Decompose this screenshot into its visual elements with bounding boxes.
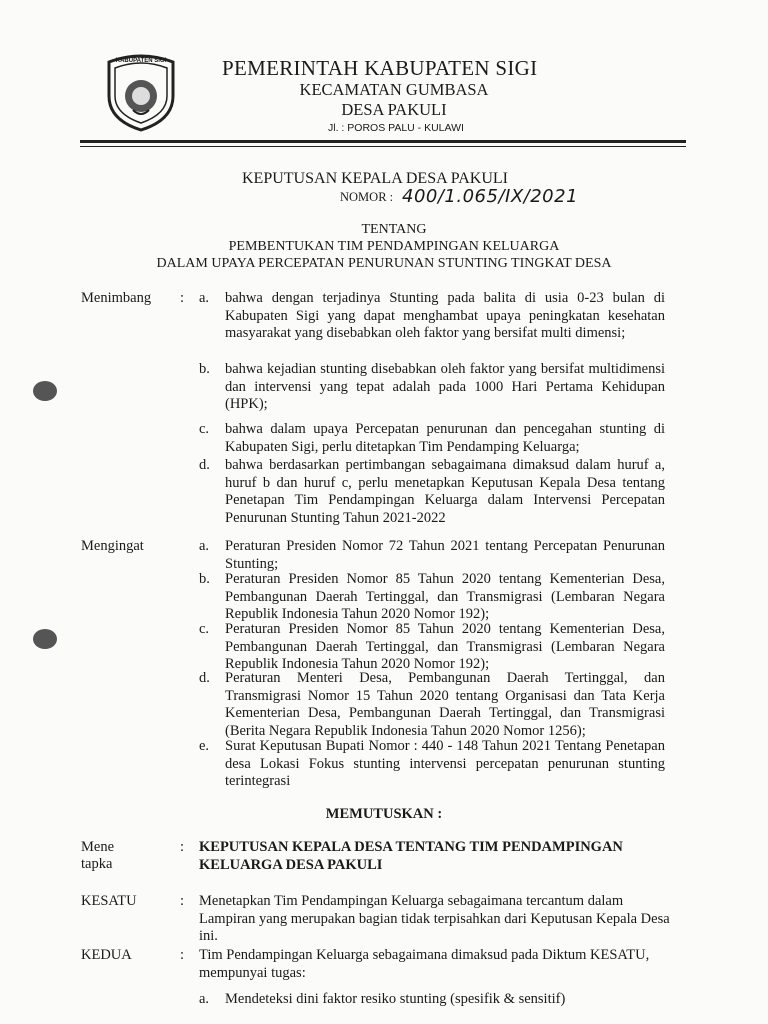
mengingat-item-c: Peraturan Presiden Nomor 85 Tahun 2020 tentang Kementerian Desa, Pembangunan Daerah Tertinggal, dan Transmigrasi (Lembaran Negara Republik Indonesia Tahun 2020 Nomor 192); [225, 621, 665, 672]
kedua-letter-a: a. [199, 991, 210, 1007]
logo-text: KABUPATEN SIGI [115, 58, 167, 64]
menetapkan-label-1: Mene [81, 839, 115, 855]
menimbang-letter-d: d. [199, 457, 210, 473]
memutuskan-heading: MEMUTUSKAN : [325, 806, 443, 822]
mengingat-letter-b: b. [199, 571, 210, 587]
letterhead-kecamatan: KECAMATAN GUMBASA [299, 80, 489, 99]
mengingat-letter-d: d. [199, 670, 210, 686]
menimbang-colon: : [180, 290, 185, 306]
menimbang-label: Menimbang [81, 290, 152, 306]
kesatu-colon: : [180, 893, 185, 909]
mengingat-label: Mengingat [81, 538, 144, 554]
menimbang-letter-c: c. [199, 421, 210, 437]
kedua-colon: : [180, 947, 185, 963]
mengingat-item-d: Peraturan Menteri Desa, Pembangunan Daerah Tertinggal, dan Transmigrasi Nomor 15 Tahun 2020 tentang Organisasi dan Tata Kerja Kementerian Desa, Pembangunan Daerah Tertinggal, dan Transmigrasi (Berita Negara Republik Indonesia Tahun 2020 Nomor 1256); [225, 670, 665, 739]
decree-nomor-label: NOMOR : [340, 190, 394, 204]
letterhead-address: Jl. : POROS PALU - KULAWI [328, 122, 464, 134]
letterhead-title: PEMERINTAH KABUPATEN SIGI [222, 56, 538, 80]
mengingat-item-a: Peraturan Presiden Nomor 72 Tahun 2021 tentang Percepatan Penurunan Stunting; [225, 538, 665, 572]
punch-hole-bottom [33, 629, 57, 649]
kesatu-text: Menetapkan Tim Pendampingan Keluarga sebagaimana tercantum dalam Lampiran yang merupakan bagian tidak terpisahkan dari Keputusan Kepala Desa ini. [199, 893, 670, 944]
decree-title: KEPUTUSAN KEPALA DESA PAKULI [242, 170, 508, 187]
mengingat-letter-e: e. [199, 738, 210, 754]
kedua-text: Tim Pendampingan Keluarga sebagaimana dimaksud pada Diktum KESATU, mempunyai tugas: [199, 947, 650, 981]
mengingat-letter-a: a. [199, 538, 210, 554]
decree-nomor-value: 400/1.065/IX/2021 [402, 186, 579, 207]
menimbang-item-a: bahwa dengan terjadinya Stunting pada balita di usia 0-23 bulan di Kabupaten Sigi yang dapat menghambat upaya peningkatan kesehatan masyarakat yang disebabkan oleh faktor yang bersifat multi dimensi; [225, 290, 665, 341]
menetapkan-label-2: tapka [81, 856, 113, 872]
menetapkan-text: KEPUTUSAN KEPALA DESA TENTANG TIM PENDAMPINGAN KELUARGA DESA PAKULI [199, 839, 623, 873]
kesatu-label: KESATU [81, 893, 137, 909]
header-rule-thin [80, 146, 686, 147]
mengingat-item-b: Peraturan Presiden Nomor 85 Tahun 2020 tentang Kementerian Desa, Pembangunan Daerah Tertinggal, dan Transmigrasi (Lembaran Negara Republik Indonesia Tahun 2020 Nomor 192); [225, 571, 665, 622]
menimbang-item-d: bahwa berdasarkan pertimbangan sebagaimana dimaksud dalam huruf a, huruf b dan huruf c, perlu menetapkan Keputusan Kepala Desa tentang Penetapan Tim Pendampingan Keluarga dalam Intervensi Percepatan Penurunan Stunting Tahun 2021-2022 [225, 457, 665, 526]
header-rule-thick [80, 140, 686, 143]
menimbang-letter-b: b. [199, 361, 210, 377]
menetapkan-colon: : [180, 839, 185, 855]
menimbang-item-b: bahwa kejadian stunting disebabkan oleh faktor yang bersifat multidimensi dan intervensi yang tepat adalah pada 1000 Hari Pertama Kehidupan (HPK); [225, 361, 665, 412]
decree-tentang: TENTANG [361, 222, 427, 237]
kedua-item-a: Mendeteksi dini faktor resiko stunting (spesifik & sensitif) [225, 991, 566, 1007]
decree-subject-line2: DALAM UPAYA PERCEPATAN PENURUNAN STUNTING TINGKAT DESA [156, 256, 612, 271]
letterhead-desa: DESA PAKULI [341, 100, 447, 119]
mengingat-item-e: Surat Keputusan Bupati Nomor : 440 - 148 Tahun 2021 Tentang Penetapan desa Lokasi Fokus stunting intervensi percepatan penurunan stunting terintegrasi [225, 738, 665, 789]
mengingat-letter-c: c. [199, 621, 210, 637]
kedua-label: KEDUA [81, 947, 132, 963]
decree-subject-line1: PEMBENTUKAN TIM PENDAMPINGAN KELUARGA [228, 239, 560, 254]
menimbang-item-c: bahwa dalam upaya Percepatan penurunan dan pencegahan stunting di Kabupaten Sigi, perlu ditetapkan Tim Pendamping Keluarga; [225, 421, 665, 455]
menimbang-letter-a: a. [199, 290, 210, 306]
punch-hole-top [33, 381, 57, 401]
